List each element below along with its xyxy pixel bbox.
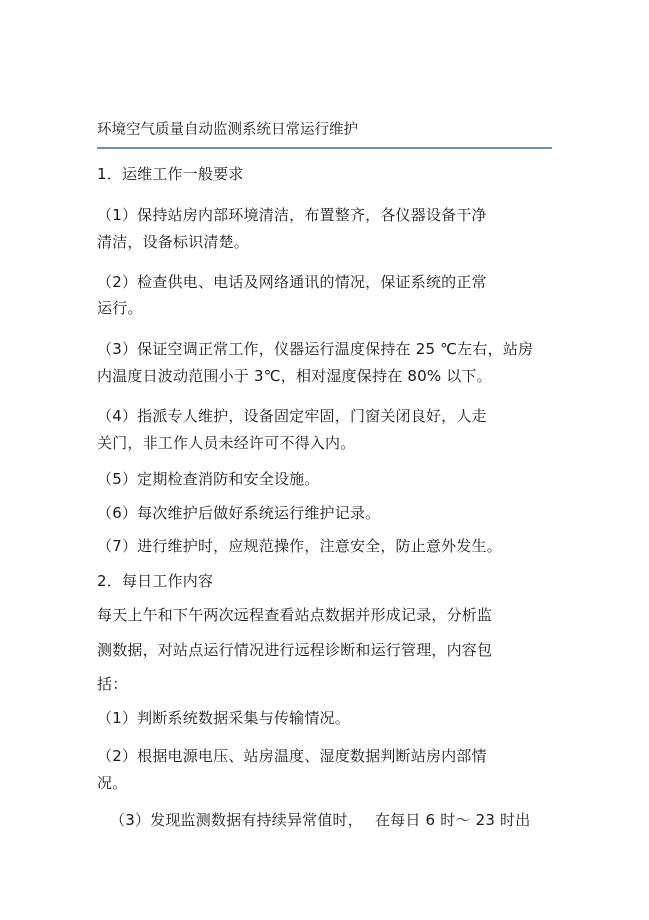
paragraph-line: （4）指派专人维护，设备固定牢固，门窗关闭良好，人走 <box>97 407 487 425</box>
paragraph-text: 在每日 6 时～ 23 时出 <box>374 811 531 829</box>
paragraph-line: （3）保证空调正常工作，仪器运行温度保持在 25 ℃左右，站房 <box>97 340 534 358</box>
paragraph-line: （7）进行维护时，应规范操作，注意安全，防止意外发生。 <box>97 537 502 555</box>
paragraph-line: 清洁，设备标识清楚。 <box>97 233 250 251</box>
paragraph-line: （6）每次维护后做好系统运行维护记录。 <box>97 504 381 522</box>
paragraph-line: 内温度日波动范围小于 3℃，相对湿度保持在 80% 以下。 <box>97 367 492 385</box>
paragraph-line: （1）判断系统数据采集与传输情况。 <box>97 709 350 727</box>
paragraph-line: 运行。 <box>97 299 143 317</box>
paragraph-line: 括： <box>97 675 128 693</box>
paragraph-line: 每天上午和下午两次远程查看站点数据并形成记录，分析监 <box>97 606 493 624</box>
paragraph-line <box>110 810 530 830</box>
section-heading: 1．运维工作一般要求 <box>97 165 244 183</box>
paragraph-line: 关门，非工作人员未经许可不得入内。 <box>97 434 356 452</box>
paragraph-line: （2）检查供电、电话及网络通讯的情况，保证系统的正常 <box>97 273 487 291</box>
section-heading: 2．每日工作内容 <box>97 572 214 590</box>
paragraph-line: 测数据，对站点运行情况进行远程诊断和运行管理，内容包 <box>97 641 493 659</box>
paragraph-line: （5）定期检查消防和安全设施。 <box>97 470 320 488</box>
title-underline <box>97 147 552 149</box>
document-title: 环境空气质量自动监测系统日常运行维护 <box>97 122 358 138</box>
paragraph-line: （2）根据电源电压、站房温度、湿度数据判断站房内部情 <box>97 747 487 765</box>
paragraph-line: 况。 <box>97 774 128 792</box>
paragraph-text: （3）发现监测数据有持续异常值时， <box>110 811 363 829</box>
paragraph-line: （1）保持站房内部环境清洁，布置整齐，各仪器设备干净 <box>97 206 487 224</box>
